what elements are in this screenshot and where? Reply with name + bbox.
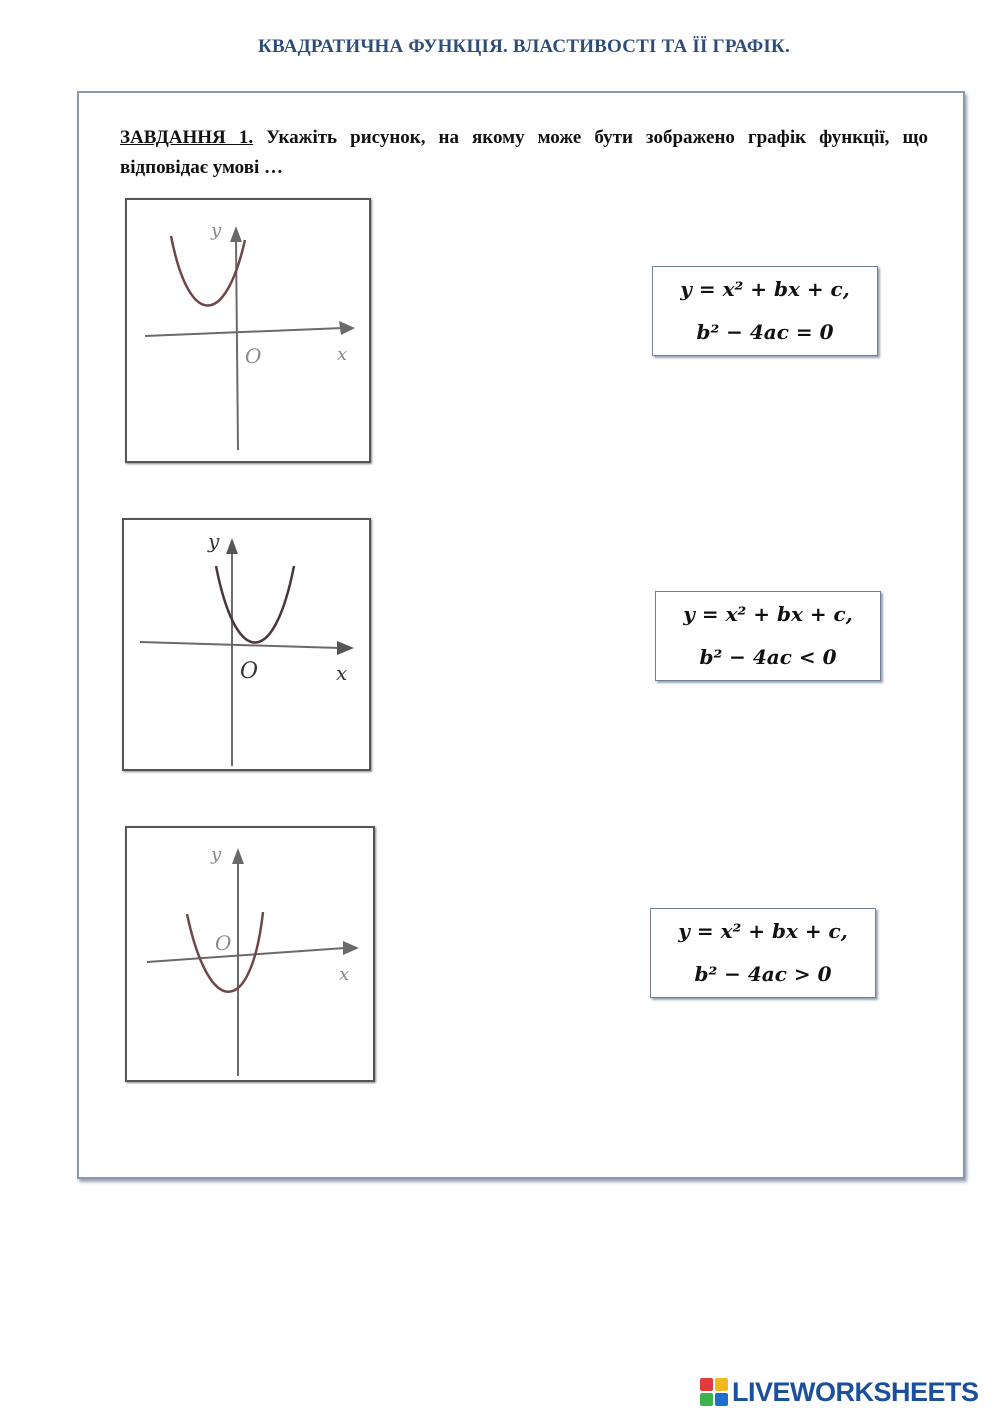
y-axis-label: y [211,844,222,865]
origin-label: O [215,931,232,955]
graph-card-2[interactable] [122,518,371,771]
x-axis-label: x [337,344,348,365]
x-axis-arrow-icon [343,941,359,955]
formula-box-2[interactable] [655,591,881,681]
y-axis-arrow-icon [230,226,242,242]
parabola-curve [216,566,294,643]
liveworksheets-logo-icon [700,1378,728,1406]
x-axis [140,642,340,648]
x-axis-arrow-icon [337,641,354,655]
task-label: ЗАВДАННЯ 1. [120,127,254,148]
formula-equation: y = x² + bx + c, [680,277,850,301]
graph-2-plot [124,520,369,769]
x-axis [147,948,345,962]
formula-box-3[interactable] [650,908,876,998]
x-axis-label: x [336,661,348,685]
origin-label: O [245,344,262,368]
logo-text: LIVEWORKSHEETS [732,1376,979,1407]
formula-condition: b² − 4ac = 0 [696,320,834,344]
origin-label: O [240,659,259,684]
x-axis [145,328,343,336]
formula-condition: b² − 4ac > 0 [694,962,832,986]
y-axis-label: y [208,529,220,553]
parabola-curve [171,236,245,306]
graph-card-1[interactable] [125,198,371,463]
y-axis-label: y [211,220,222,241]
graph-3-plot [127,828,373,1080]
formula-equation: y = x² + bx + c, [678,919,848,943]
graph-card-3[interactable] [125,826,375,1082]
task-text: Укажіть рисунок, на якому може бути зображено графік функції, що відповідає умові … [120,127,928,178]
formula-condition: b² − 4ac < 0 [699,645,837,669]
formula-equation: y = x² + bx + c, [683,602,853,626]
liveworksheets-logo [700,1377,979,1407]
graph-1-plot [127,200,369,461]
x-axis-label: x [339,964,350,985]
x-axis-arrow-icon [339,321,355,335]
task-instruction [120,123,928,183]
page-title: КВАДРАТИЧНА ФУНКЦІЯ. ВЛАСТИВОСТІ ТА ЇЇ ГРАФІК. [258,36,790,57]
y-axis-arrow-icon [232,848,244,864]
y-axis-arrow-icon [226,538,238,554]
formula-box-1[interactable] [652,266,878,356]
